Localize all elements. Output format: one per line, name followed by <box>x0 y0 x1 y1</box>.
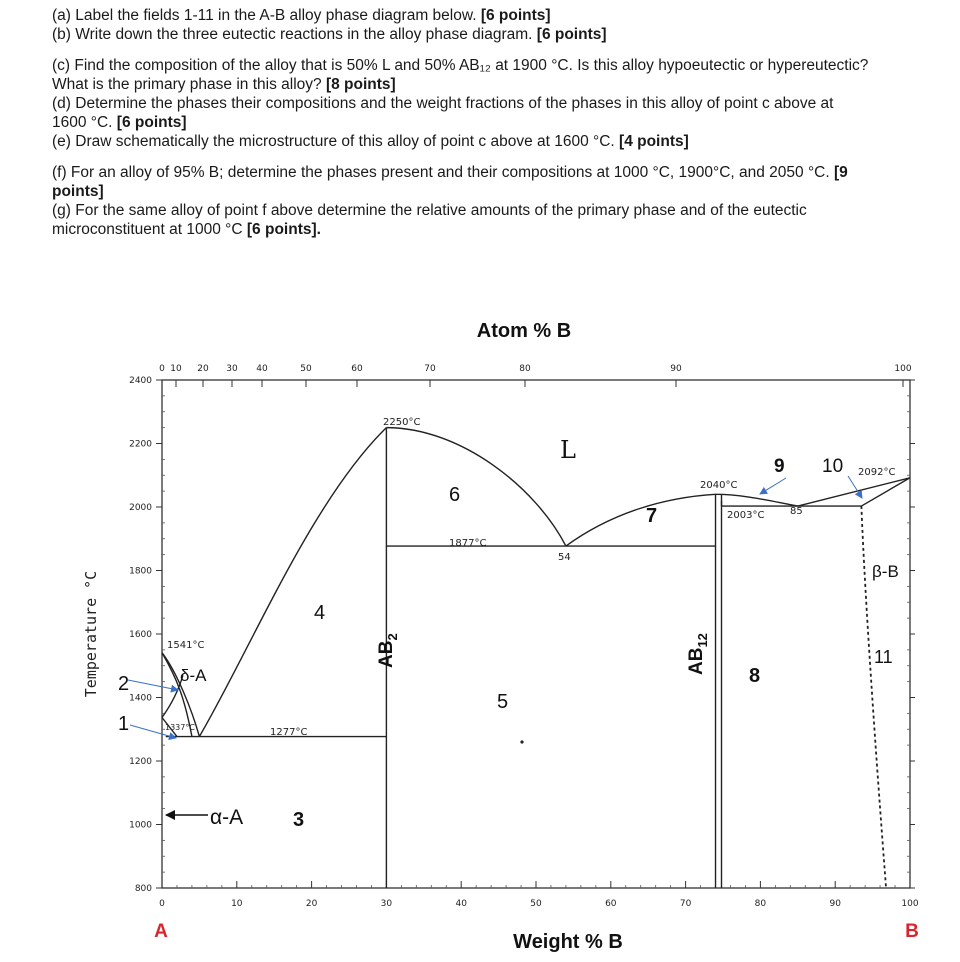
field-number-7: 7 <box>646 505 658 527</box>
field-number-11: 11 <box>874 647 893 667</box>
temp-1337-label: 1337°C <box>165 723 195 732</box>
question-b-points: [6 points] <box>536 26 607 43</box>
weight-tick-label-60: 60 <box>605 899 617 909</box>
weight-tick-label-30: 30 <box>380 899 393 909</box>
temperature-axis-ticks <box>129 376 915 894</box>
atom-tick-label-40: 40 <box>256 364 268 374</box>
question-g-points: [6 points]. <box>246 221 321 238</box>
question-d-text2: 1600 °C. <box>52 114 117 131</box>
phase-liquid-label: L <box>560 436 576 464</box>
weight-tick-label-70: 70 <box>679 899 692 909</box>
beta-solidus <box>861 478 910 506</box>
question-c-text: (c) Find the composition of the alloy that is 50% L and 50% AB₁₂ at 1900 °C. Is this alloy hypoeutectic or hypereutectic? <box>52 57 869 74</box>
comp-85-label: 85 <box>790 506 803 517</box>
temp-tick-label-1600: 1600 <box>129 630 152 640</box>
weight-tick-label-40: 40 <box>455 899 467 909</box>
temp-tick-label-1800: 1800 <box>129 566 152 577</box>
weight-tick-label-10: 10 <box>231 899 243 909</box>
field-number-9: 9 <box>774 456 785 477</box>
point-marker <box>520 740 523 743</box>
temp-tick-label-2200: 2200 <box>129 439 152 450</box>
atom-tick-label-30: 30 <box>226 364 238 374</box>
end-label-b: B <box>905 921 919 942</box>
temp-1277-label: 1277°C <box>270 727 308 738</box>
phase-delta-label: δ-A <box>180 666 207 685</box>
liquidus-beta <box>798 478 910 506</box>
temp-2250-label: 2250°C <box>383 417 421 428</box>
weight-tick-label-0: 0 <box>159 899 165 909</box>
question-b-text: (b) Write down the three eutectic reactions in the alloy phase diagram. <box>52 26 537 43</box>
phase-beta-label: β-B <box>872 562 899 581</box>
question-g-text: (g) For the same alloy of point f above determine the relative amounts of the primary phase and of the eutectic <box>52 202 807 219</box>
weight-tick-label-80: 80 <box>754 899 767 909</box>
field-9-arrow <box>760 478 786 494</box>
atom-tick-label-20: 20 <box>197 364 209 374</box>
question-f-text: (f) For an alloy of 95% B; determine the phases present and their compositions at 1000 °C, 1900°C, and 2050 °C. <box>52 164 834 181</box>
atom-tick-label-50: 50 <box>300 364 312 374</box>
atom-tick-label-70: 70 <box>424 364 436 374</box>
question-c-points: [8 points] <box>325 76 396 93</box>
question-d-points: [6 points] <box>116 114 187 131</box>
weight-tick-label-20: 20 <box>305 899 318 909</box>
field-numbers <box>118 456 896 831</box>
temp-2092-label: 2092°C <box>858 467 896 478</box>
temp-tick-label-2400: 2400 <box>129 376 152 386</box>
phase-ab2-label <box>376 633 400 668</box>
atom-axis-ticks <box>159 364 912 387</box>
plot-frame <box>162 380 910 888</box>
phase-ab12-text: AB <box>686 647 707 675</box>
question-g-text2: microconstituent at 1000 °C <box>52 221 247 238</box>
temp-1877-label: 1877°C <box>449 538 487 549</box>
phase-ab2-subscript: 2 <box>385 633 400 641</box>
comp-54-label: 54 <box>558 552 571 563</box>
weight-tick-label-100: 100 <box>901 899 919 909</box>
atom-tick-label-0: 0 <box>159 364 165 374</box>
question-a-text: (a) Label the fields 1-11 in the A-B alloy phase diagram below. <box>52 7 481 24</box>
question-e-text: (e) Draw schematically the microstructure of this alloy of point c above at 1600 °C. <box>52 133 620 150</box>
field-number-10: 10 <box>822 456 844 477</box>
atom-tick-label-60: 60 <box>351 364 363 374</box>
question-e-points: [4 points] <box>619 133 689 150</box>
field-number-8: 8 <box>749 665 761 687</box>
field-number-3: 3 <box>293 809 305 831</box>
atom-tick-label-10: 10 <box>170 364 182 374</box>
question-c-text2: What is the primary phase in this alloy? <box>52 76 326 93</box>
question-f-points2: points] <box>52 183 104 200</box>
weight-axis-ticks <box>159 881 919 909</box>
atom-tick-label-100: 100 <box>894 364 912 374</box>
liquidus-right-ab2 <box>386 428 566 546</box>
temp-1541-label: 1541°C <box>167 640 205 651</box>
weight-tick-label-50: 50 <box>530 899 542 909</box>
temp-2003-label: 2003°C <box>727 510 765 521</box>
end-label-a: A <box>154 921 168 942</box>
question-d-text: (d) Determine the phases their compositions and the weight fractions of the phases in this alloy of point c above at <box>52 95 834 112</box>
liquidus-right-ab12 <box>716 494 798 506</box>
phase-ab12-label <box>686 633 710 675</box>
phase-ab12-subscript: 12 <box>695 633 710 648</box>
weight-percent-label: Weight % B <box>513 931 623 953</box>
temp-tick-label-1400: 1400 <box>129 693 152 704</box>
question-f-points: [9 <box>833 164 848 181</box>
weight-tick-label-90: 90 <box>829 899 841 909</box>
phase-ab2-text: AB <box>376 640 397 668</box>
field-2-arrow <box>128 680 178 690</box>
temp-2040-label: 2040°C <box>700 480 738 491</box>
field-10-arrow <box>848 476 862 498</box>
phase-alpha-label: α-A <box>210 806 244 829</box>
liquidus-left-ab12 <box>566 494 716 546</box>
atom-tick-label-80: 80 <box>519 364 531 374</box>
field-number-2: 2 <box>118 673 130 695</box>
temp-tick-label-1200: 1200 <box>129 757 152 767</box>
phase-boundaries <box>162 428 910 888</box>
temperature-axis-label: Temperature °C <box>82 570 100 698</box>
temp-tick-label-2000: 2000 <box>129 503 152 513</box>
temp-tick-label-1000: 1000 <box>129 820 152 831</box>
liquidus-left-ab2 <box>199 428 386 737</box>
field-number-6: 6 <box>449 484 461 506</box>
temp-tick-label-800: 800 <box>134 884 152 894</box>
atom-tick-label-90: 90 <box>670 364 682 374</box>
field-number-5: 5 <box>497 691 509 713</box>
atom-percent-title: Atom % B <box>476 320 572 342</box>
question-a-points: [6 points] <box>480 7 551 24</box>
field-number-4: 4 <box>314 602 326 624</box>
field-number-1: 1 <box>118 713 130 735</box>
